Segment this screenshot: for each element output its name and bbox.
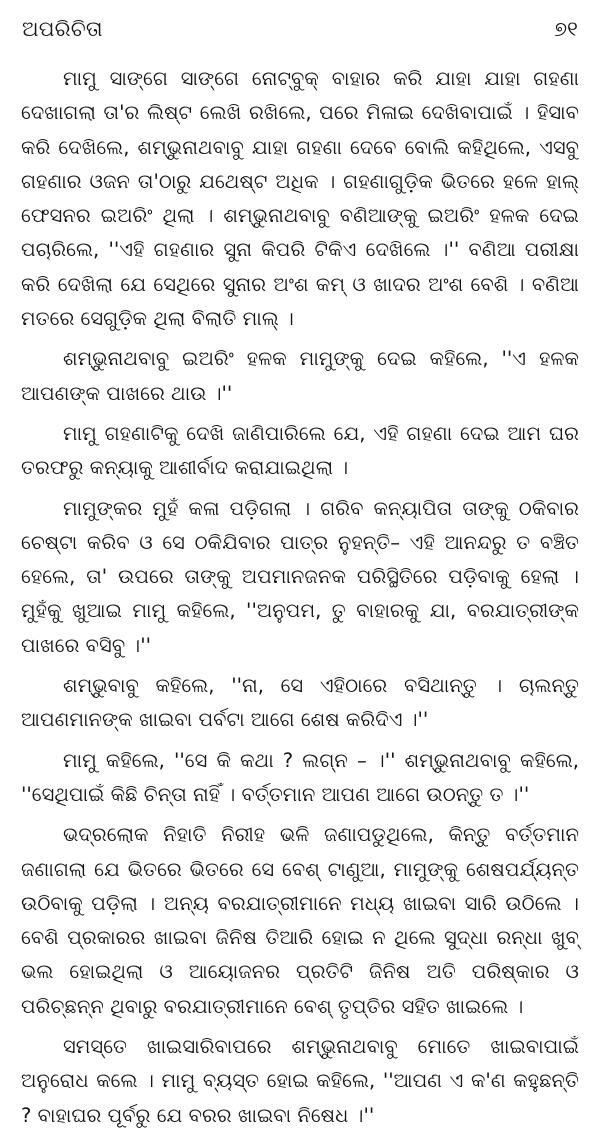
paragraph: ମାମୁ କହିଲେ, ''ସେ କି କଥା ? ଲଗ୍ନ – ।'' ଶମ୍ଭୁନାଥବାବୁ କହିଲେ, ''ସେଥିପାଇଁ କିଛି ଚିନ୍ତା ନାହିଁ । ବର୍ତ୍ତମାନ ଆପଣ ଆଗେ ଉଠନ୍ତୁ ତ ।'' <box>21 748 579 806</box>
paragraph: ମାମୁଙ୍କର ମୁହଁ କଳା ପଡ଼ିଗଲା । ଗରିବ କନ୍ୟାପିତା ତାଙ୍କୁ ଠକିବାର ଚେଷ୍ଟା କରିବ ଓ ସେ ଠକିଯିବାର ପାତ୍ର ନୁହନ୍ତି– ଏହି ଆନନ୍ଦରୁ ତ ବଞ୍ଚିତ ହେଲେ, ତା' ଉପରେ ତାଙ୍କୁ ଅପମାନଜନକ ପରିସ୍ଥିତିରେ ପଡ଼ିବାକୁ ହେଲା । ମୁହଁକୁ ଖୁଆଇ ମାମୁ କହିଲେ, ''ଅନୁପମ, ତୁ ବାହାରକୁ ଯା, ବରଯାତ୍ରୀଙ୍କ ପାଖରେ ବସିବୁ ।'' <box>21 496 579 657</box>
paragraph: ସମସ୍ତେ ଖାଇସାରିବାପରେ ଶମ୍ଭୁନାଥବାବୁ ମୋତେ ଖାଇବାପାଇଁ ଅନୁରୋଧ କଲେ । ମାମୁ ବ୍ୟସ୍ତ ହୋଇ କହିଲେ, ''ଆପଣ ଏ କ'ଣ କହୁଛନ୍ତି ? ବାହାଘର ପୂର୍ବରୁ ଯେ ବରର ଖାଇବା ନିଷେଧ ।'' <box>21 1035 579 1127</box>
running-title: ଅପରିଚିତା <box>22 16 103 41</box>
body-text <box>21 62 579 1133</box>
paragraph: ଶମ୍ଭୁନାଥବାବୁ ଇଅରିଂ ହଳକ ମାମୁଙ୍କୁ ଦେଇ କହିଲେ, ''ଏ ହଳକ ଆପଣଙ୍କ ପାଖରେ ଥାଉ ।'' <box>21 347 579 405</box>
paragraph: ଭଦ୍ରଲୋକ ନିହାତି ନିରୀହ ଭଳି ଜଣାପଡୁଥିଲେ, କିନ୍ତୁ ବର୍ତ୍ତମାନ ଜଣାଗଲା ଯେ ଭିତରେ ଭିତରେ ସେ ବେଶ୍ ଟାଣୁଆ, ମାମୁଙ୍କୁ ଶେଷପର୍ଯ୍ୟନ୍ତ ଉଠିବାକୁ ପଡ଼ିଲା । ଅନ୍ୟ ବରଯାତ୍ରୀମାନେ ମଧ୍ୟ ଖାଇବା ସାରି ଉଠିଲେ । ବେଶି ପ୍ରକାରର ଖାଇବା ଜିନିଷ ତିଆରି ହୋଇ ନ ଥିଲେ ସୁଦ୍ଧା ରନ୍ଧା ଖୁବ୍ ଭଲ ହୋଇଥିଲା ଓ ଆୟୋଜନର ପ୍ରତିଟି ଜିନିଷ ଅତି ପରିଷ୍କାର ଓ ପରିଚ୍ଛନ୍ନ ଥିବାରୁ ବରଯାତ୍ରୀମାନେ ବେଶ୍ ତୃପ୍ତିର ସହିତ ଖାଇଲେ । <box>21 823 579 1018</box>
page-header <box>22 14 578 44</box>
paragraph: ଶମ୍ଭୁବାବୁ କହିଲେ, ''ନା, ସେ ଏହିଠାରେ ବସିଥାନ୍ତୁ । ଚାଲନ୍ତୁ ଆପଣମାନଙ୍କ ଖାଇବା ପର୍ବଟା ଆଗେ ଶେଷ କରିଦିଏ ।'' <box>21 674 579 732</box>
paragraph: ମାମୁ ଗହଣାଟିକୁ ଦେଖି ଜାଣିପାରିଲେ ଯେ, ଏହି ଗହଣା ଦେଇ ଆମ ଘର ତରଫରୁ କନ୍ୟାକୁ ଆଶୀର୍ବାଦ କରାଯାଇଥିଲା । <box>21 421 579 480</box>
page-number: ୭୧ <box>554 16 578 41</box>
paragraph: ମାମୁ ସାଙ୍ଗେ ସାଙ୍ଗେ ନୋଟ୍‌ବୁକ୍ ବାହାର କରି ଯାହା ଯାହା ଗହଣା ଦେଖାଗଲା ତା'ର ଲିଷ୍ଟ ଲେଖି ରଖିଲେ, ପରେ ମିଳାଇ ଦେଖିବାପାଇଁ । ହିସାବ କରି ଦେଖିଲେ, ଶମ୍ଭୁନାଥବାବୁ ଯାହା ଗହଣା ଦେବେ ବୋଲି କହିଥିଲେ, ଏସବୁ ଗହଣାର ଓଜନ ତା'ଠାରୁ ଯଥେଷ୍ଟ ଅଧିକ । ଗହଣାଗୁଡ଼ିକ ଭିତରେ ହଳେ ହାଲ୍ ଫେସନର ଇଅରିଂ ଥିଲା । ଶମ୍ଭୁନାଥବାବୁ ବଣିଆଙ୍କୁ ଇଅରିଂ ହଳକ ଦେଇ ପଚାରିଲେ, ''ଏହି ଗହଣାର ସୁନା କିପରି ଟିକିଏ ଦେଖିଲେ ।'' ବଣିଆ ପରୀକ୍ଷା କରି ଦେଖିଲା ଯେ ସେଥିରେ ସୁନାର ଅଂଶ କମ୍ ଓ ଖାଦର ଅଂଶ ବେଶି । ବଣିଆ ମତରେ ସେଗୁଡ଼ିକ ଥିଲା ବିଲାତି ମାଲ୍ । <box>21 67 579 331</box>
